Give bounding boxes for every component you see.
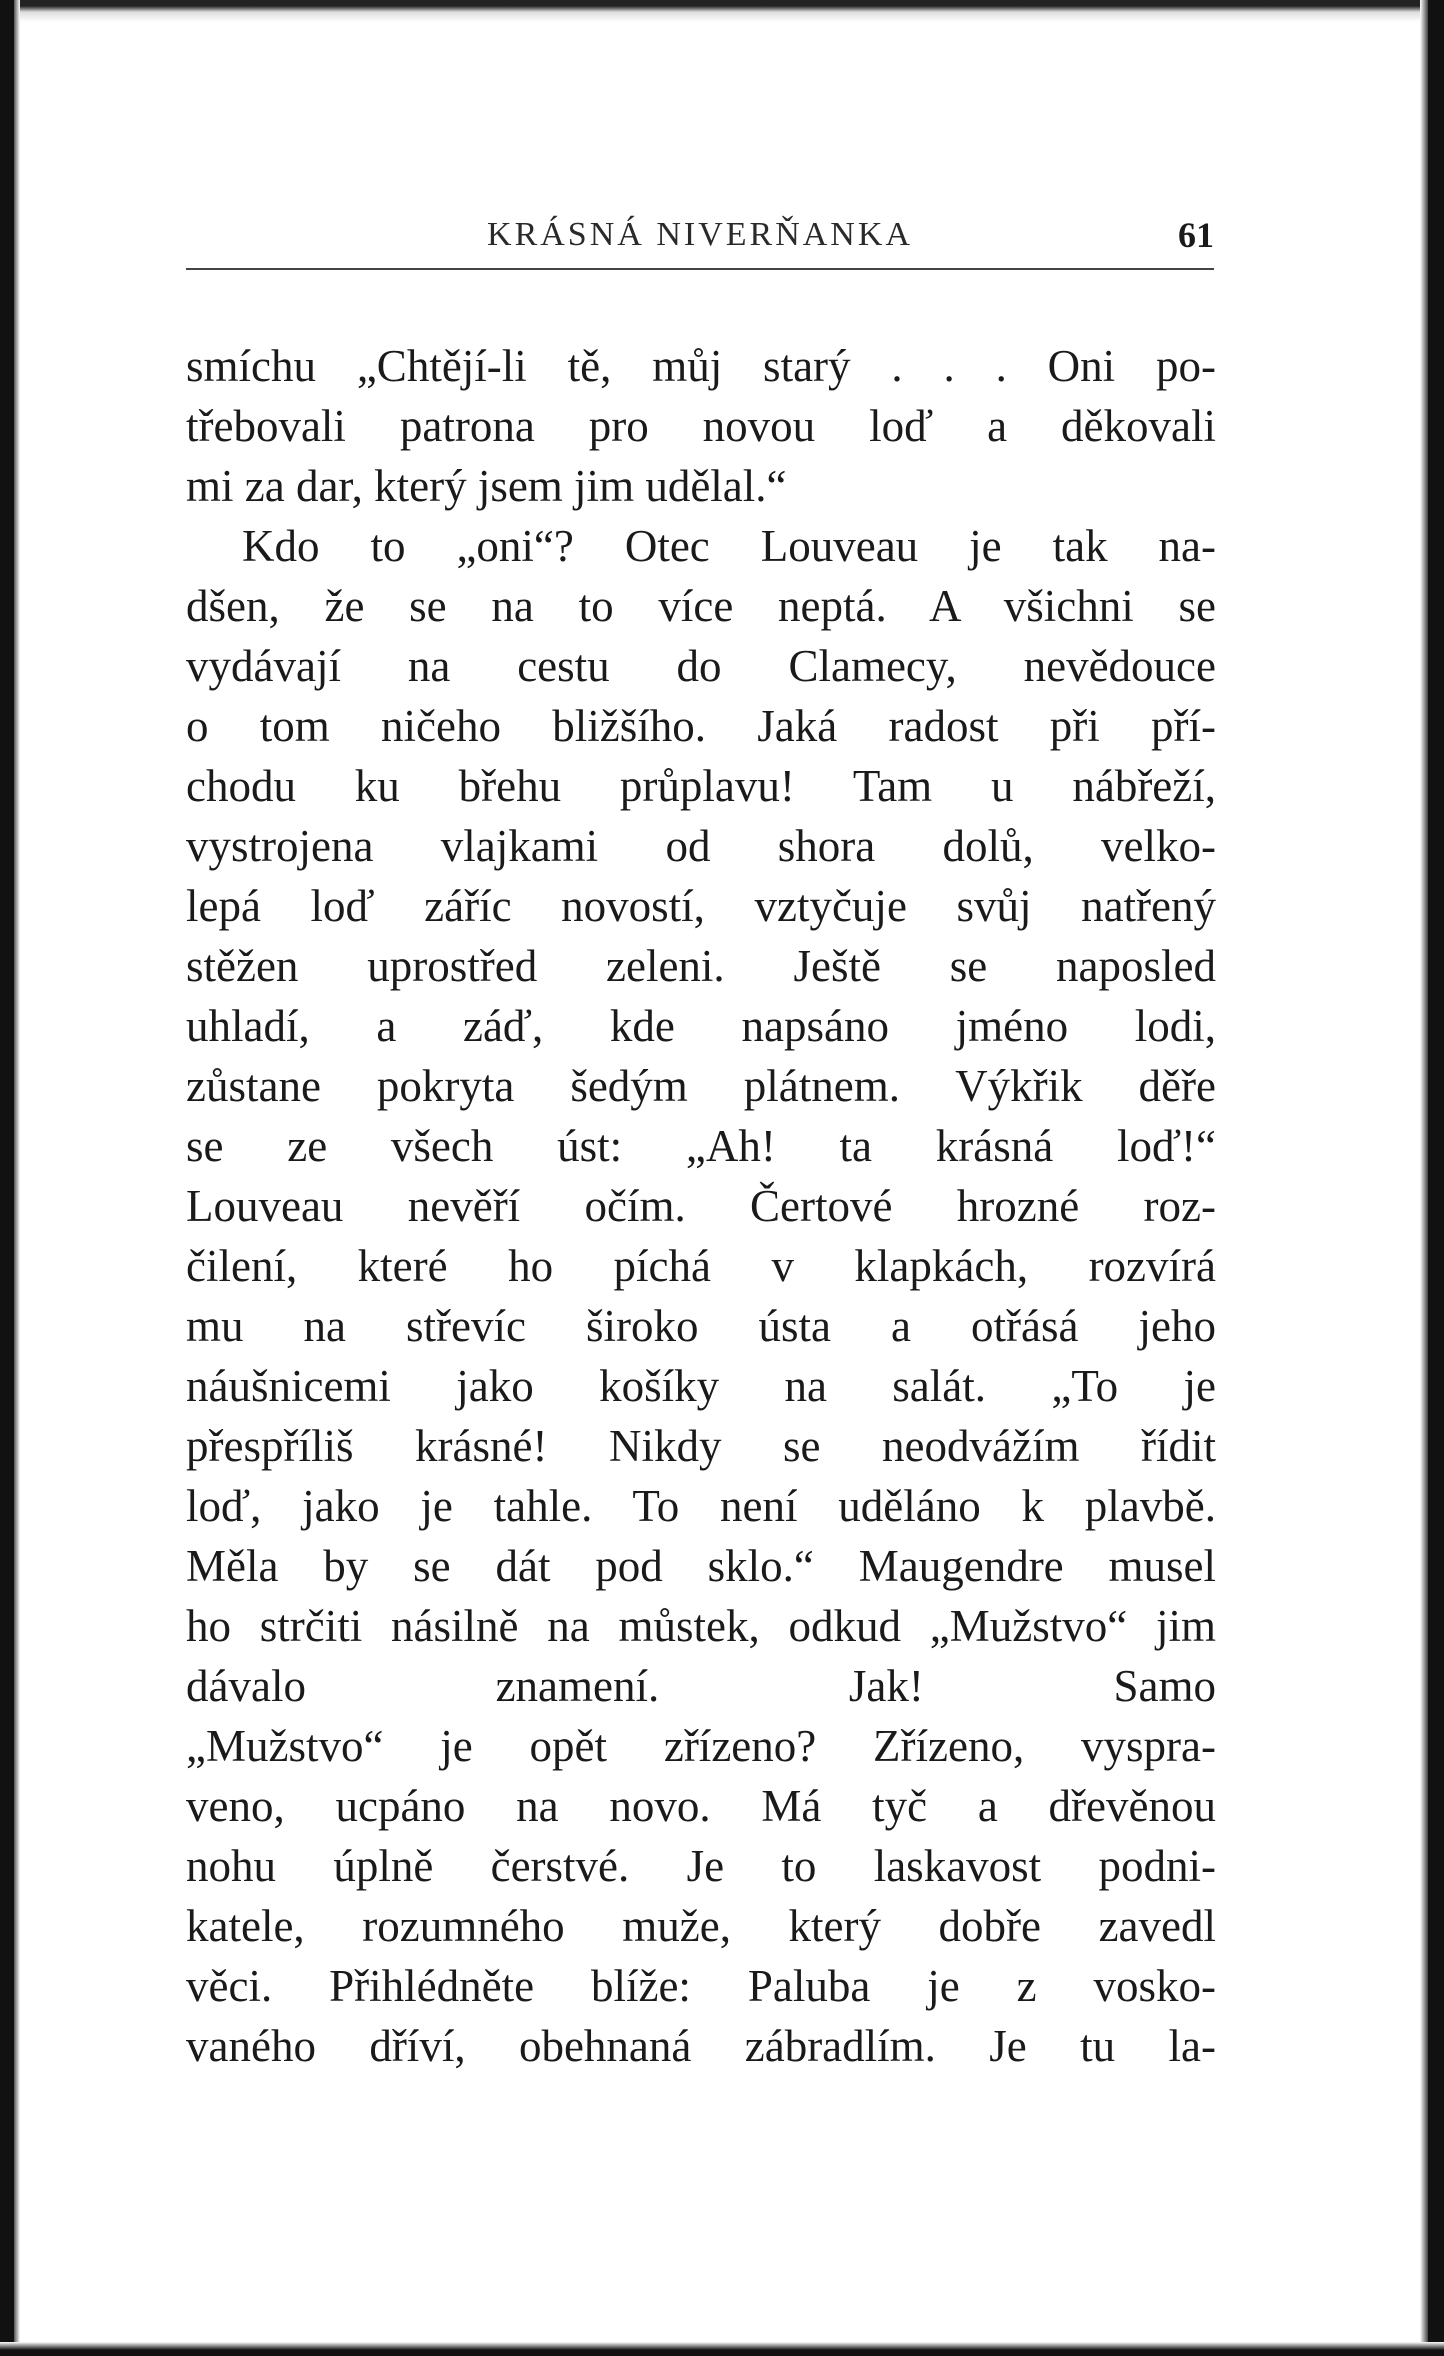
text-line: náušnicemi jako košíky na salát. „To je	[186, 1361, 1216, 1411]
text-line: zůstane pokryta šedým plátnem. Výkřik děře	[186, 1061, 1216, 1111]
text-line: vydávají na cestu do Clamecy, nevědouce	[186, 641, 1216, 691]
text-line: chodu ku břehu průplavu! Tam u nábřeží,	[186, 761, 1216, 811]
scan-edge-top	[0, 0, 1444, 22]
text-line: veno, ucpáno na novo. Má tyč a dřevěnou	[186, 1781, 1216, 1831]
text-line: nohu úplně čerstvé. Je to laskavost podni-	[186, 1841, 1216, 1891]
running-title: KRÁSNÁ NIVERŇANKA	[487, 216, 913, 253]
text-line: mu na střevíc široko ústa a otřásá jeho	[186, 1301, 1216, 1351]
text-line: dšen, že se na to více neptá. A všichni se	[186, 581, 1216, 631]
header-rule	[186, 268, 1214, 270]
text-line: třebovali patrona pro novou loď a děkovali	[186, 401, 1216, 451]
text-line: Měla by se dát pod sklo.“ Maugendre musel	[186, 1541, 1216, 1591]
text-line: stěžen uprostřed zeleni. Ještě se naposled	[186, 941, 1216, 991]
text-line: lepá loď záříc novostí, vztyčuje svůj natřený	[186, 881, 1216, 931]
scan-edge-left	[0, 0, 14, 2356]
scan-edge-right	[1428, 0, 1444, 2356]
text-line: se ze všech úst: „Ah! ta krásná loď!“	[186, 1121, 1216, 1171]
running-head	[186, 210, 1214, 270]
text-line: mi za dar, který jsem jim udělal.“	[186, 461, 787, 511]
scan-edge-left-shadow	[14, 0, 20, 2356]
text-line: vaného dříví, obehnaná zábradlím. Je tu la-	[186, 2021, 1216, 2071]
scan-edge-bottom	[0, 2342, 1444, 2356]
text-line: čilení, které ho píchá v klapkách, rozvírá	[186, 1241, 1216, 1291]
text-line: Louveau nevěří očím. Čertové hrozné roz-	[186, 1181, 1216, 1231]
text-line: ho strčiti násilně na můstek, odkud „Mužstvo“ jim dávalo znamení. Jak! Samo	[186, 1601, 1216, 1711]
page-number: 61	[1178, 215, 1214, 255]
scan-edge-right-shadow	[1420, 0, 1428, 2356]
body-text	[186, 336, 1216, 2076]
text-line: uhladí, a záď, kde napsáno jméno lodi,	[186, 1001, 1216, 1051]
text-line: loď, jako je tahle. To není uděláno k plavbě.	[186, 1481, 1216, 1531]
text-line: vystrojena vlajkami od shora dolů, velko-	[186, 821, 1216, 871]
text-line: o tom ničeho bližšího. Jaká radost při pří-	[186, 701, 1216, 751]
text-line: věci. Přihlédněte blíže: Paluba je z vosko-	[186, 1961, 1216, 2011]
text-line: Kdo to „oni“? Otec Louveau je tak na-	[242, 521, 1216, 571]
text-line: smíchu „Chtějí-li tě, můj starý . . . Oni po-	[186, 341, 1216, 391]
text-line: přespříliš krásné! Nikdy se neodvážím řídit	[186, 1421, 1216, 1471]
text-line: „Mužstvo“ je opět zřízeno? Zřízeno, vyspra-	[186, 1721, 1216, 1771]
text-line: katele, rozumného muže, který dobře zavedl	[186, 1901, 1216, 1951]
